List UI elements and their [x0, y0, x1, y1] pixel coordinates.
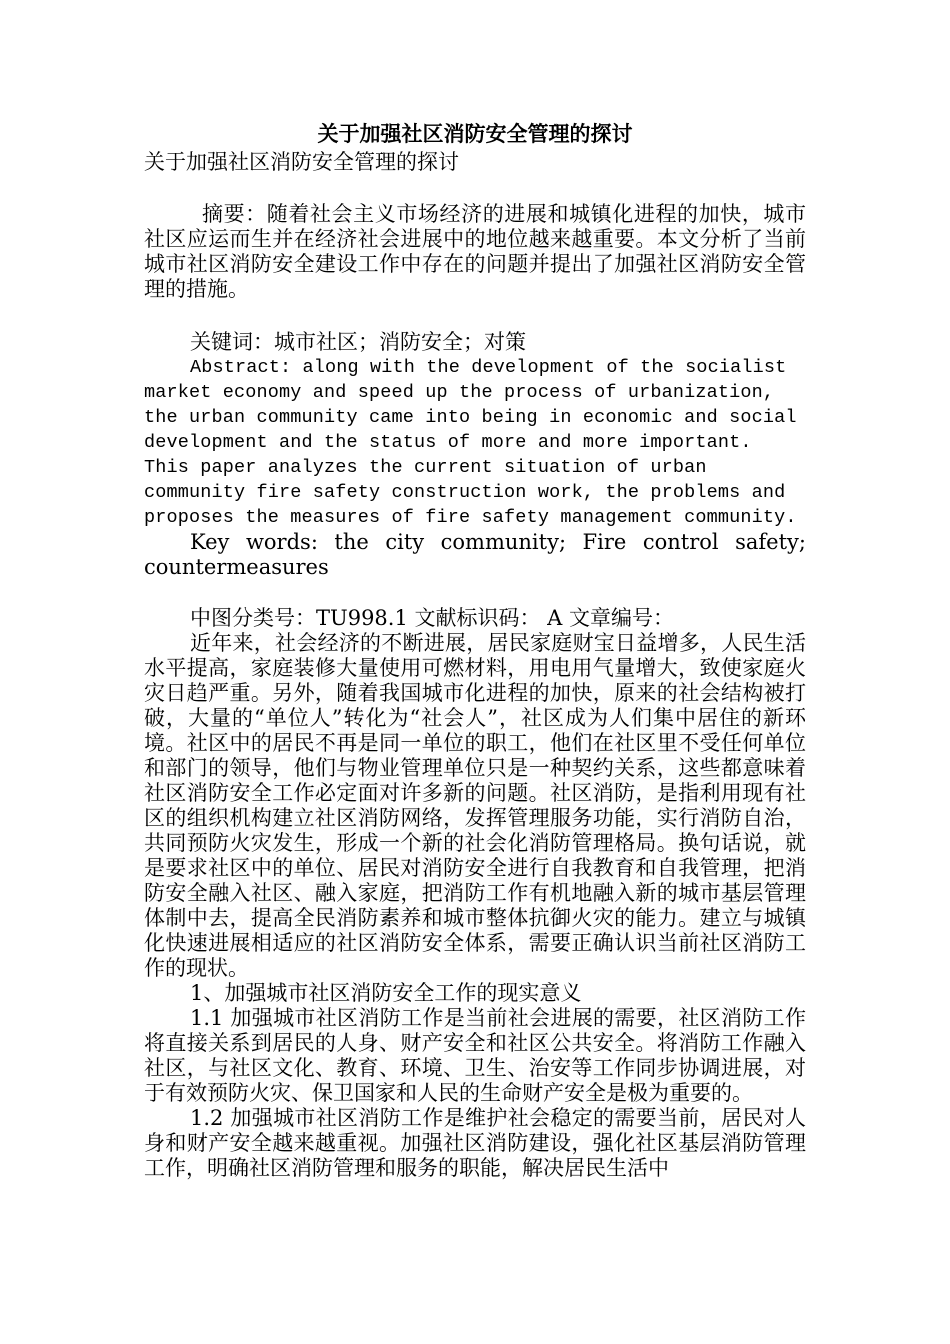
- section-1-heading: 1、加强城市社区消防安全工作的现实意义: [190, 981, 582, 1005]
- keywords-english: Key words: the city community; Fire control safety; countermeasures: [144, 530, 806, 579]
- intro-paragraph: 近年来，社会经济的不断进展，居民家庭财宝日益增多，人民生活水平提高，家庭装修大量使用可燃材料，用电用气量增大，致使家庭火灾日趋严重。另外，随着我国城市化进程的加快，原来的社会结构被打破，大量的“单位人”转化为“社会人”，社区成为人们集中居住的新环境。社区中的居民不再是同一单位的职工，他们在社区里不受任何单位和部门的领导，他们与物业管理单位只是一种契约关系，这些都意味着社区消防安全工作必定面对许多新的问题。社区消防，是指利用现有社区的组织机构建立社区消防网络，发挥管理服务功能，实行消防自治，共同预防火灾发生，形成一个新的社会化消防管理格局。换句话说，就是要求社区中的单位、居民对消防安全进行自我教育和自我管理，把消防安全融入社区、融入家庭，把消防工作有机地融入新的城市基层管理体制中去，提高全民消防素养和城市整体抗御火灾的能力。建立与城镇化快速进展相适应的社区消防安全体系，需要正确认识当前社区消防工作的现状。: [144, 631, 806, 980]
- classification-line: 中图分类号：TU998.1 文献标识码： A 文章编号：: [190, 606, 675, 630]
- document-subtitle: 关于加强社区消防安全管理的探讨: [144, 150, 459, 174]
- document-page: [144, 120, 806, 1181]
- abstract-english: Abstract: along with the development of the socialist market economy and speed up the process of urbanization, the urban community came into being in economic and social development and the status of more and more important. This paper analyzes the current situation of urban community fire safety construction work, the problems and proposes the measures of fire safety management community.: [144, 357, 797, 528]
- section-1-1-paragraph: 1.1 加强城市社区消防工作是当前社会进展的需要，社区消防工作将直接关系到居民的人身、财产安全和社区公共安全。将消防工作融入社区，与社区文化、教育、环境、卫生、治安等工作同步协调进展，对于有效预防火灾、保卫国家和人民的生命财产安全是极为重要的。: [144, 1006, 806, 1105]
- section-1-2-paragraph: 1.2 加强城市社区消防工作是维护社会稳定的需要当前，居民对人身和财产安全越来越重视。加强社区消防建设，强化社区基层消防管理工作，明确社区消防管理和服务的职能，解决居民生活中: [144, 1106, 806, 1180]
- document-title: 关于加强社区消防安全管理的探讨: [317, 122, 633, 146]
- keywords-chinese: 关键词：城市社区；消防安全；对策: [190, 330, 526, 354]
- abstract-chinese: 摘要：随着社会主义市场经济的进展和城镇化进程的加快，城市社区应运而生并在经济社会进展中的地位越来越重要。本文分析了当前城市社区消防安全建设工作中存在的问题并提出了加强社区消防安全管理的措施。: [144, 202, 806, 301]
